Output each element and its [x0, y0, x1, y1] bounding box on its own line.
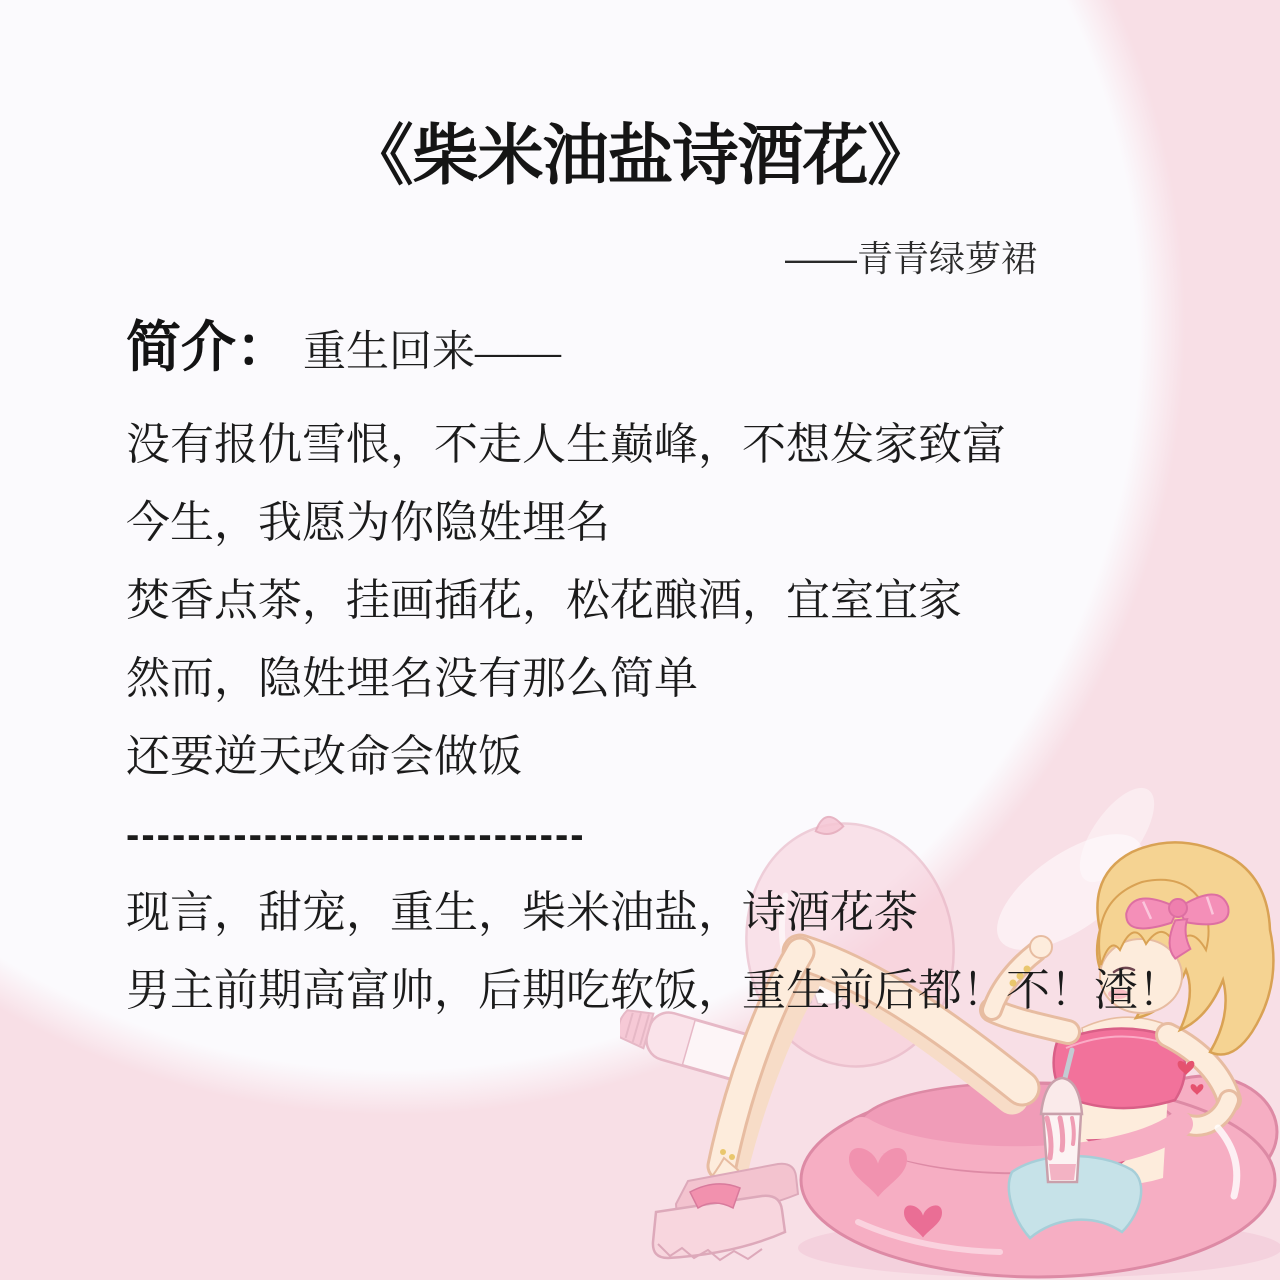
tags-line: 现言，甜宠，重生，柴米油盐，诗酒花茶	[126, 888, 918, 937]
anklet	[720, 1149, 726, 1155]
author-line: ——青青绿萝裙	[784, 238, 1037, 279]
intro-lead: 重生回来——	[303, 329, 562, 376]
synopsis-block	[126, 406, 1182, 1030]
synopsis-line: 焚香点茶，挂画插花，松花酿酒，宜室宜家	[126, 576, 962, 625]
intro-label: 简介：	[126, 316, 292, 378]
final-line: 男主前期高富帅，后期吃软饭，重生前后都！不！渣！	[126, 966, 1182, 1015]
dashed-divider: ------------------------------	[126, 813, 586, 857]
synopsis-line: 还要逆天改命会做饭	[126, 732, 522, 781]
synopsis-line: 然而，隐姓埋名没有那么简单	[126, 654, 698, 703]
intro-row	[126, 303, 561, 382]
platform-sandals	[653, 1164, 798, 1260]
synopsis-line: 没有报仇雪恨，不走人生巅峰，不想发家致富	[126, 420, 1006, 469]
synopsis-line: 今生，我愿为你隐姓埋名	[126, 498, 610, 547]
book-title: 《柴米油盐诗酒花》	[347, 118, 933, 192]
